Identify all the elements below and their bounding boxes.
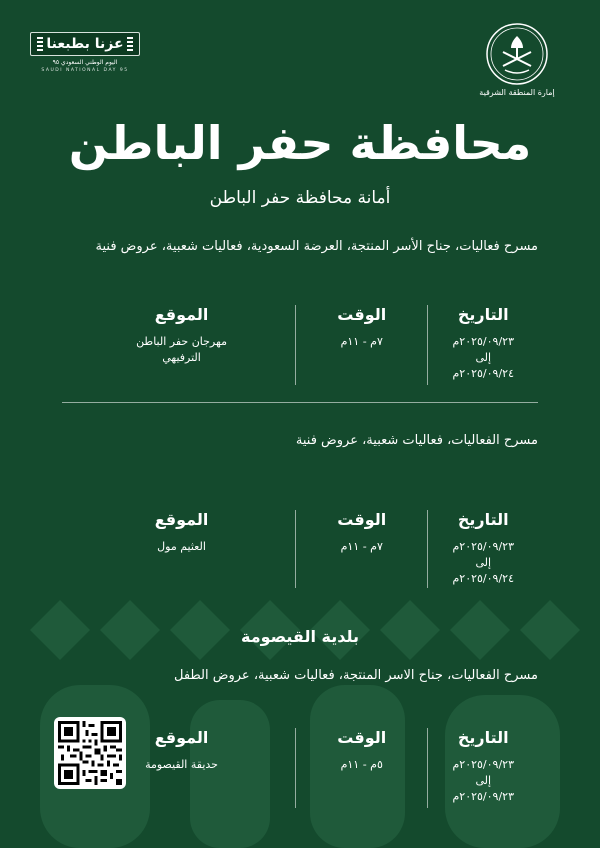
time-header: الوقت xyxy=(337,305,387,324)
emirate-emblem xyxy=(474,22,560,97)
slogan-decoration xyxy=(37,37,43,51)
location-header: الموقع xyxy=(154,510,209,529)
location-column xyxy=(68,305,295,385)
date-column xyxy=(428,510,538,588)
event-description: مسرح الفعاليات، فعاليات شعبية، عروض فنية xyxy=(295,433,538,448)
time-column xyxy=(296,305,427,385)
date-column xyxy=(428,305,538,385)
time-column xyxy=(296,728,427,808)
location-column xyxy=(68,510,295,588)
date-to: ٢٠٢٥/٠٩/٢٤م xyxy=(452,366,514,380)
page-title: محافظة حفر الباطن xyxy=(68,116,532,170)
date-header: التاريخ xyxy=(457,728,509,747)
time-value: ٥م - ١١م xyxy=(340,758,383,771)
event-info-row xyxy=(68,728,538,808)
slogan-box xyxy=(30,32,140,56)
time-column xyxy=(296,510,427,588)
location-value: حديقة القيصومة xyxy=(145,758,218,771)
section-divider xyxy=(62,402,538,403)
column-divider xyxy=(295,510,296,588)
time-header: الوقت xyxy=(337,510,387,529)
date-to-label: إلى xyxy=(475,350,492,364)
event-info-row xyxy=(68,305,538,385)
slogan-text: عزنا بطبعنا xyxy=(46,36,124,52)
date-to-label: إلى xyxy=(475,555,492,569)
event-info-row xyxy=(68,510,538,588)
qr-code-icon xyxy=(58,721,122,785)
location-header: الموقع xyxy=(154,728,209,747)
location-value: مهرجان حفر الباطن الترفيهي xyxy=(136,335,227,364)
emblem-icon xyxy=(485,22,549,86)
date-from: ٢٠٢٥/٠٩/٢٣م xyxy=(452,540,514,553)
event-description: مسرح فعاليات، جناح الأسر المنتجة، العرضة السعودية، فعاليات شعبية، عروض فنية xyxy=(95,239,538,254)
page-subtitle: أمانة محافظة حفر الباطن xyxy=(209,188,391,208)
location-header: الموقع xyxy=(154,305,209,324)
column-divider xyxy=(427,728,428,808)
column-divider xyxy=(295,305,296,385)
qr-code[interactable] xyxy=(54,717,126,789)
date-header: التاريخ xyxy=(457,305,509,324)
time-value: ٧م - ١١م xyxy=(340,335,383,348)
emblem-label: إمارة المنطقة الشرقية xyxy=(479,88,555,97)
event-description: مسرح الفعاليات، جناح الاسر المنتجة، فعاليات شعبية، عروض الطفل xyxy=(173,668,538,683)
column-divider xyxy=(295,728,296,808)
slogan-subtitle-en: SAUDI NATIONAL DAY 95 xyxy=(41,68,129,73)
date-from: ٢٠٢٥/٠٩/٢٣م xyxy=(452,335,514,348)
date-to-label: إلى xyxy=(475,773,492,787)
column-divider xyxy=(427,305,428,385)
column-divider xyxy=(427,510,428,588)
time-header: الوقت xyxy=(337,728,387,747)
location-value: العثيم مول xyxy=(157,540,206,553)
date-header: التاريخ xyxy=(457,510,509,529)
section-title: بلدية القيصومة xyxy=(240,627,359,646)
slogan-decoration xyxy=(127,37,133,51)
date-to: ٢٠٢٥/٠٩/٢٣م xyxy=(452,789,514,803)
slogan-subtitle: اليوم الوطني السعودي ٩٥ xyxy=(52,59,118,66)
date-from: ٢٠٢٥/٠٩/٢٣م xyxy=(452,758,514,771)
national-day-logo xyxy=(30,32,140,73)
date-column xyxy=(428,728,538,808)
time-value: ٧م - ١١م xyxy=(340,540,383,553)
date-to: ٢٠٢٥/٠٩/٢٤م xyxy=(452,571,514,585)
